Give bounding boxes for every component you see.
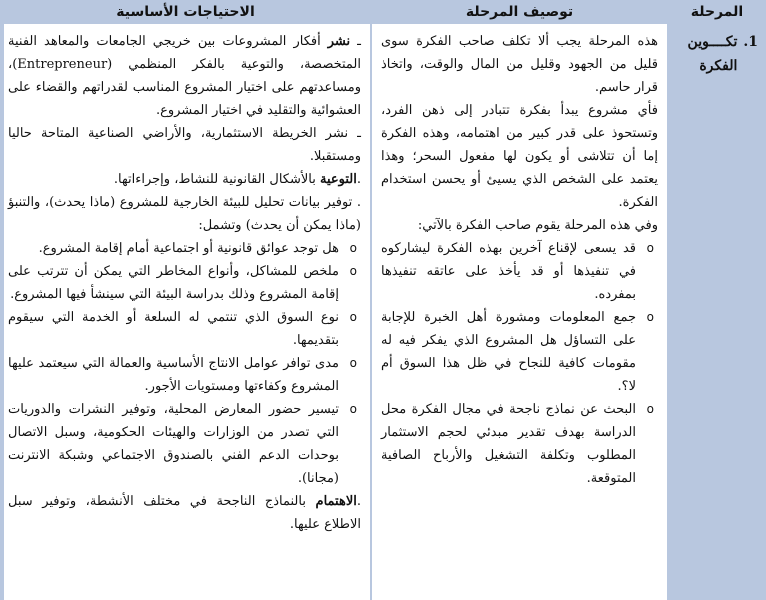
needs-column — [0, 0, 371, 600]
stage-title: تكــــوين الفكرة — [687, 34, 738, 74]
needs-list-item: o تيسير حضور المعارض المحلية، وتوفير النشرات والدوريات التي تصدر من الوزارات والهيئات الحكومية، وسبل الاتصال بوحدات الدعم الفني بالصندوق الاجتماعي وشبكة الانترنت (مجانا). — [8, 398, 361, 490]
needs-list-item: o ملخص للمشاكل، وأنواع المخاطر التي يمكن أن تترتب على إقامة المشروع وذلك بدراسة البيئة التي سينشأ فيها المشروع. — [8, 260, 361, 306]
needs-paragraph-1: ـ نشر أفكار المشروعات بين خريجي الجامعات والمعاهد الفنية المتخصصة، والتوعية بالفكر المنظمي (Entrepreneur)، ومساعدتهم على اختيار المشروع المناسب لقدراتهم والقضاء على العشوائية والتقليد في اختيار المشروع. — [8, 34, 361, 118]
table-left-border — [0, 0, 4, 600]
description-list-item: o جمع المعلومات ومشورة أهل الخبرة للإجابة على التساؤل هل المشروع الذي يفكر فيه له مقومات كافية للنجاح في ظل هذا السوق أم لا؟. — [381, 306, 658, 398]
needs-list-item: o مدى توافر عوامل الانتاج الأساسية والعمالة التي سيعتمد عليها المشروع وكفاءتها ومستويات الأجور. — [8, 352, 361, 398]
needs-list — [8, 237, 361, 490]
needs-paragraph-3: .التوعية بالأشكال القانونية للنشاط، وإجراءاتها. — [113, 172, 361, 187]
description-paragraph-1: هذه المرحلة يجب ألا تكلف صاحب الفكرة سوى قليل من الجهود وقليل من المال والوقت، واتخاذ قرار حاسم. — [381, 34, 658, 95]
stage-column — [668, 0, 766, 600]
description-list-item: o قد يسعى لإقناع آخرين بهذه الفكرة ليشاركوه في تنفيذها أو قد يأخذ على عاتقه تنفيذها بمفرده. — [381, 237, 658, 306]
description-list — [381, 237, 658, 490]
stage-number: 1. — [743, 34, 758, 50]
stage-item — [668, 24, 766, 78]
needs-keyword-attention: الاهتمام — [315, 494, 357, 509]
description-list-item: o البحث عن نماذج ناجحة في مجال الفكرة محل الدراسة بهدف تقدير مبدئي لحجم الاستثمار المطلوب وتكلفة التشغيل والأرباح الصافية المتوقعة. — [381, 398, 658, 490]
column-divider — [370, 0, 372, 600]
needs-keyword-publish: نشر — [327, 34, 351, 49]
needs-list-item: o هل توجد عوائق قانونية أو اجتماعية أمام إقامة المشروع. — [8, 237, 361, 260]
needs-content — [0, 24, 371, 536]
needs-keyword-awareness: التوعية — [319, 172, 357, 187]
needs-list-item: o نوع السوق الذي تنتمي له السلعة أو الخدمة التي سيقوم بتقديمها. — [8, 306, 361, 352]
stage-header: المرحلة — [690, 4, 744, 20]
needs-paragraph-5: .الاهتمام بالنماذج الناجحة في مختلف الأنشطة، وتوفير سبل الاطلاع عليها. — [8, 494, 361, 532]
description-content — [371, 24, 668, 490]
description-column — [371, 0, 668, 600]
needs-paragraph-4: . توفير بيانات تحليل للبيئة الخارجية للمشروع (ماذا يحدث)، والتنبؤ (ماذا يمكن أن يحدث) وتشمل: — [8, 195, 361, 233]
description-header: توصيف المرحلة — [371, 0, 668, 24]
needs-header: الاحتياجات الأساسية — [0, 0, 371, 24]
column-divider — [667, 0, 669, 600]
description-paragraph-3: وفي هذه المرحلة يقوم صاحب الفكرة بالآتي: — [417, 218, 658, 233]
description-paragraph-2: فأي مشروع يبدأ بفكرة تتبادر إلى ذهن الفرد، وتستحوذ على قدر كبير من اهتمامه، وهذه الفكرة إما أن تتلاشى أو يكون لها مفعول السحر؛ وهذا يعتمد على الشخص الذي يسيئ أو يحسن استخدام الفكرة. — [381, 103, 658, 210]
needs-paragraph-2: ـ نشر الخريطة الاستثمارية، والأراضي الصناعية المتاحة حاليا ومستقبلا. — [8, 126, 361, 164]
